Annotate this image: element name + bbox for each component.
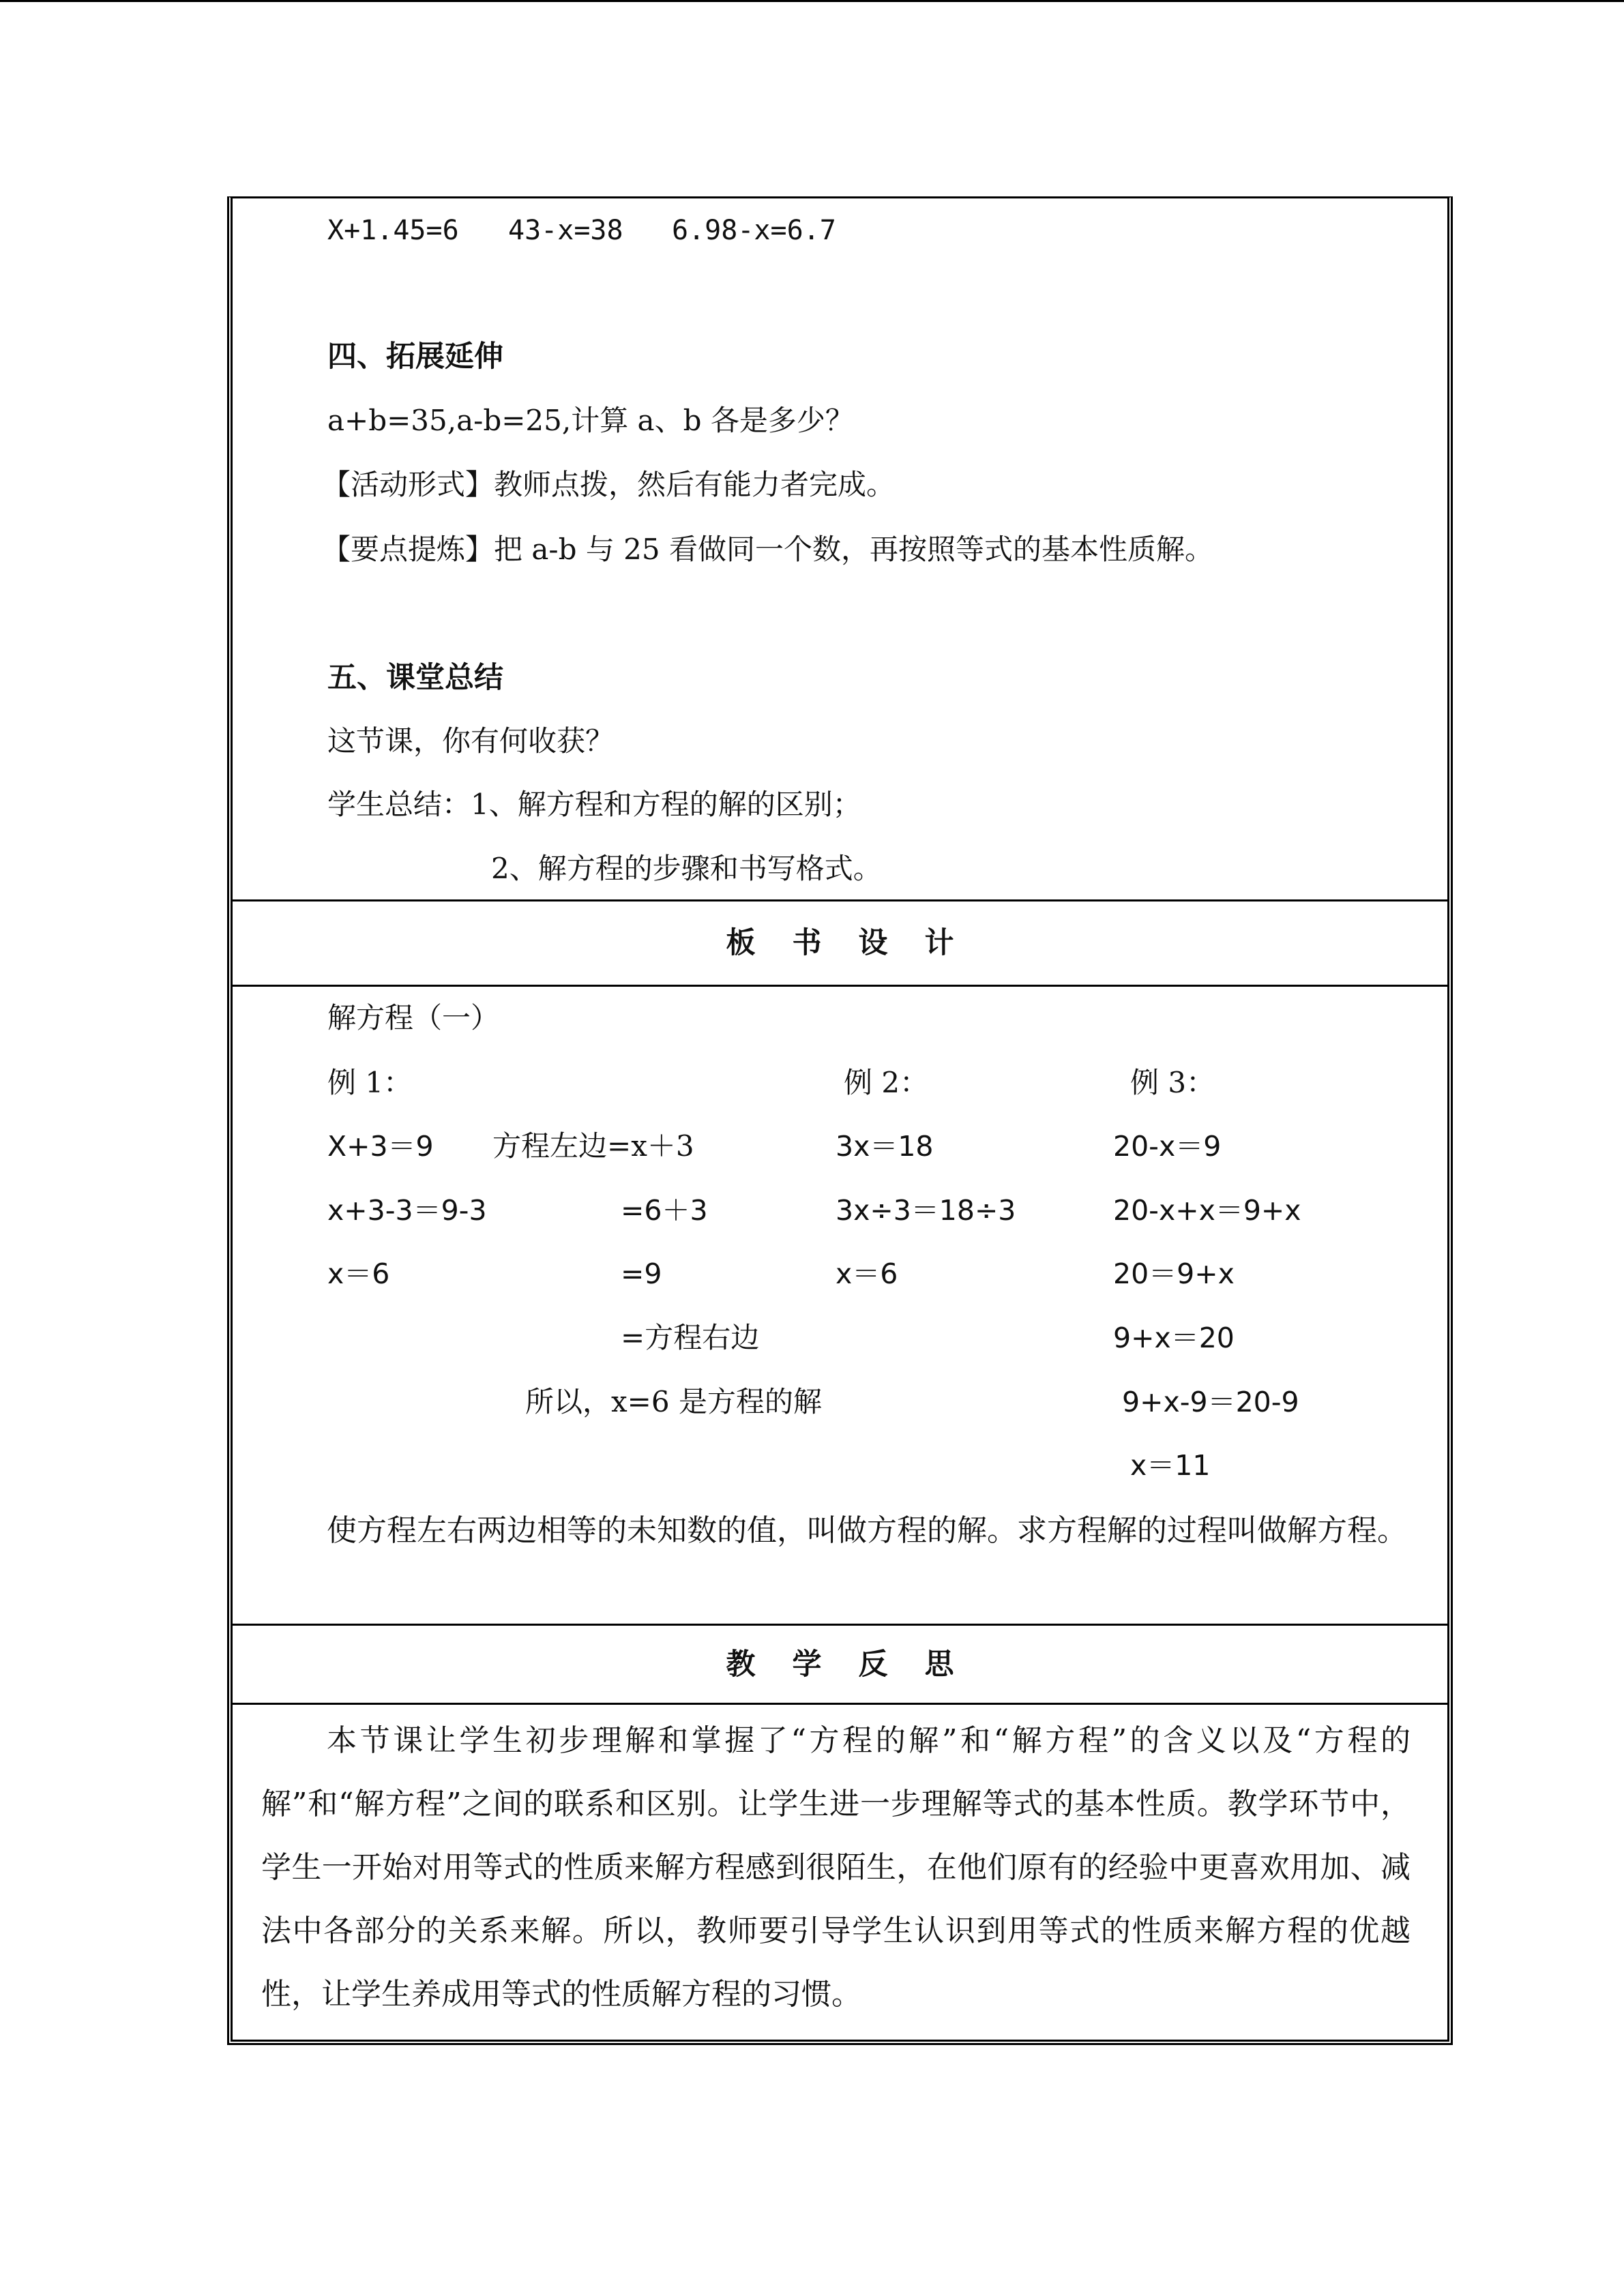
reflection-text: 本节课让学生初步理解和掌握了“方程的解”和“解方程”的含义以及“方程的解”和“解方程”之间的联系和区别。让学生进一步理解等式的基本性质。教学环节中，学生一开始对用等式的性质来解方程感到很陌生，在他们原有的经验中更喜欢用加、减法中各部分的关系来解。所以，教师要引导学生认识到用等式的性质来解方程的优越性，让学生养成用等式的性质解方程的习惯。: [261, 1723, 1411, 2012]
example3-step: 9+x＝20: [1113, 1322, 1235, 1354]
summary-item: 2、解方程的步骤和书写格式。: [491, 852, 882, 885]
example-label: 例 3：: [1130, 1066, 1215, 1099]
example1-conclusion: 所以，x=6 是方程的解: [525, 1385, 822, 1418]
example1-check: 方程左边=x＋3: [492, 1129, 694, 1163]
solution-definition: 使方程左右两边相等的未知数的值，叫做方程的解。求方程解的过程叫做解方程。: [327, 1513, 1407, 1548]
example2-step: 3x÷3＝18÷3: [836, 1194, 1016, 1227]
practice-equation: X+1.45=6: [327, 215, 459, 246]
table-divider: [233, 985, 1447, 987]
example1-step: x+3-3＝9-3: [327, 1194, 487, 1227]
example1-check: =6＋3: [621, 1194, 708, 1227]
section-heading-summary: 五、课堂总结: [327, 661, 503, 695]
board-design-heading: 板书设计: [726, 926, 991, 960]
teaching-reflection-heading: 教学反思: [726, 1648, 991, 1682]
example1-step: X+3＝9: [327, 1130, 434, 1163]
key-points: 【要点提炼】把 a-b 与 25 看做同一个数，再按照等式的基本性质解。: [322, 533, 1213, 566]
example3-step: 20-x+x＝9+x: [1113, 1194, 1301, 1227]
table-divider: [233, 1703, 1447, 1705]
example1-step: x＝6: [327, 1257, 390, 1290]
extension-problem: a+b=35,a-b=25,计算 a、b 各是多少？: [327, 404, 854, 437]
example3-step: 20-x＝9: [1113, 1130, 1222, 1163]
summary-item: 学生总结：1、解方程和方程的解的区别；: [327, 788, 861, 821]
board-title: 解方程（一）: [327, 1001, 500, 1034]
example3-step: 20＝9+x: [1113, 1257, 1235, 1290]
table-divider: [233, 1624, 1447, 1626]
example2-step: 3x＝18: [836, 1130, 934, 1163]
example-label: 例 1：: [327, 1066, 413, 1099]
practice-equation: 6.98-x=6.7: [672, 215, 836, 246]
example2-step: x＝6: [836, 1257, 898, 1290]
table-divider: [233, 899, 1447, 901]
example1-check: =方程右边: [621, 1321, 760, 1354]
example1-check: =9: [621, 1257, 662, 1290]
example3-step: 9+x-9＝20-9: [1122, 1386, 1299, 1418]
page-top-rule: [0, 0, 1624, 2]
summary-question: 这节课，你有何收获？: [327, 724, 615, 758]
activity-form: 【活动形式】教师点拨，然后有能力者完成。: [322, 468, 896, 501]
section-heading-extension: 四、拓展延伸: [327, 340, 503, 374]
example-label: 例 2：: [844, 1066, 929, 1099]
example3-step: x＝11: [1130, 1449, 1211, 1482]
practice-equation: 43-x=38: [508, 215, 623, 246]
